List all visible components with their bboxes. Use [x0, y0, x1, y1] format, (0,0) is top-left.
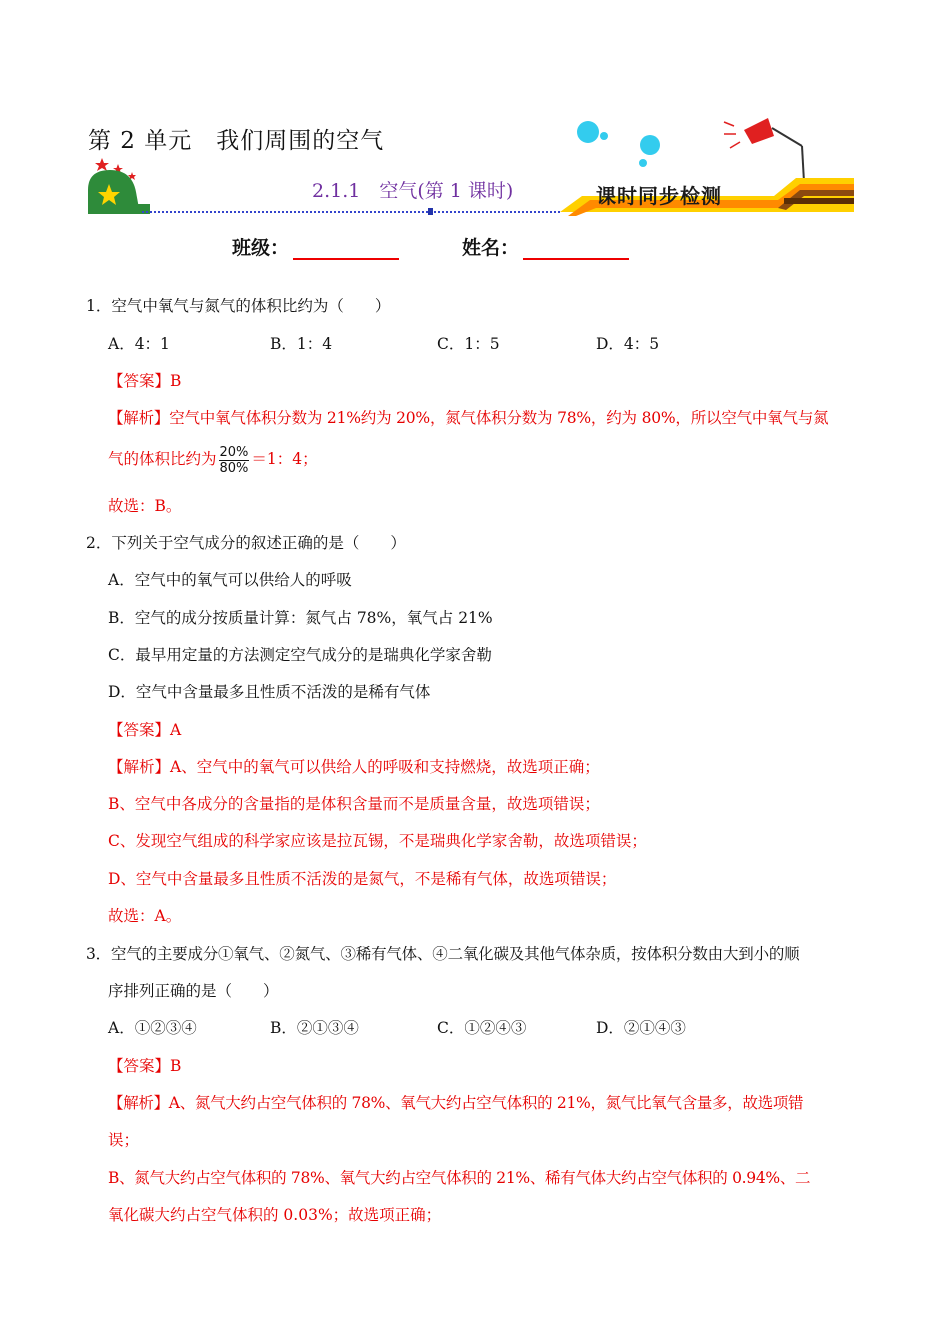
class-blank[interactable]	[293, 240, 399, 260]
q3-analysis-line1: 【解析】A、氮气大约占空气体积的 78%、氧气大约占空气体积的 21%，氮气比氧气含量多，故选项错	[108, 1094, 804, 1112]
q3-option-a: A．①②③④	[108, 1019, 197, 1037]
q2-analysis-line2: B、空气中各成分的含量指的是体积含量而不是质量含量，故选项错误；	[108, 795, 600, 813]
q2-analysis-line4: D、空气中含量最多且性质不活泼的是氮气，不是稀有气体，故选项错误；	[108, 870, 617, 888]
q1-analysis-post: ＝1：4；	[251, 450, 318, 468]
lesson-title: 2.1.1 空气(第 1 课时)	[312, 180, 514, 202]
q2-conclusion: 故选：A。	[108, 907, 182, 925]
q1-stem: 1．空气中氧气与氮气的体积比约为（ ）	[86, 297, 391, 315]
q2-stem: 2．下列关于空气成分的叙述正确的是（ ）	[86, 534, 406, 552]
q1-analysis-line1: 【解析】空气中氧气体积分数为 21%约为 20%，氮气体积分数为 78%，约为 80%，所以空气中氧气与氮	[108, 409, 829, 427]
q2-analysis-line3: C、发现空气组成的科学家应该是拉瓦锡，不是瑞典化学家舍勒，故选项错误；	[108, 832, 647, 850]
q1-option-b: B．1：4	[270, 335, 333, 353]
q1-option-c: C．1：5	[437, 335, 500, 353]
q3-stem-line2: 序排列正确的是（ ）	[108, 982, 279, 1000]
fraction-numerator: 20%	[219, 444, 249, 460]
header-banner-art	[84, 112, 864, 224]
q2-option-b: B．空气的成分按质量计算：氮气占 78%，氧气占 21%	[108, 609, 493, 627]
q3-option-d: D．②①④③	[596, 1019, 686, 1037]
bubble-icon	[577, 121, 599, 143]
q3-option-b: B．②①③④	[270, 1019, 359, 1037]
desk-lamp-icon	[724, 118, 804, 182]
q1-option-a: A．4：1	[108, 335, 170, 353]
q2-option-a: A．空气中的氧气可以供给人的呼吸	[108, 571, 352, 589]
class-label: 班级：	[232, 237, 290, 259]
name-blank[interactable]	[523, 240, 629, 260]
q1-fraction	[219, 445, 250, 476]
name-field[interactable]	[462, 233, 629, 260]
q1-conclusion: 故选：B。	[108, 497, 182, 515]
green-hill-icon	[88, 170, 150, 214]
q2-option-d: D．空气中含量最多且性质不活泼的是稀有气体	[108, 683, 431, 701]
name-label: 姓名：	[462, 237, 520, 259]
q1-analysis-line2	[108, 442, 318, 476]
q1-answer: 【答案】B	[108, 372, 182, 390]
q3-stem-line1: 3．空气的主要成分①氧气、②氮气、③稀有气体、④二氧化碳及其他气体杂质，按体积分数由大到小的顺	[86, 945, 800, 963]
q2-answer: 【答案】A	[108, 721, 182, 739]
bubble-icon	[640, 135, 660, 155]
q3-answer: 【答案】B	[108, 1057, 182, 1075]
q3-option-c: C．①②④③	[437, 1019, 527, 1037]
q1-analysis-pre: 气的体积比约为	[108, 450, 217, 468]
q3-analysis-line4: 氧化碳大约占空气体积的 0.03%；故选项正确；	[108, 1206, 442, 1224]
unit-title: 第 2 单元 我们周围的空气	[88, 128, 385, 154]
q1-option-d: D．4：5	[596, 335, 660, 353]
q3-analysis-line3: B、氮气大约占空气体积的 78%、氧气大约占空气体积的 21%、稀有气体大约占空气体积的 0.94%、二	[108, 1169, 811, 1187]
q2-option-c: C．最早用定量的方法测定空气成分的是瑞典化学家舍勒	[108, 646, 492, 664]
class-field[interactable]	[232, 233, 399, 260]
q2-analysis-line1: 【解析】A、空气中的氧气可以供给人的呼吸和支持燃烧，故选项正确；	[108, 758, 600, 776]
banner-text: 课时同步检测	[596, 184, 722, 208]
q3-analysis-line2: 误；	[108, 1131, 140, 1149]
fraction-denominator: 80%	[219, 460, 249, 476]
